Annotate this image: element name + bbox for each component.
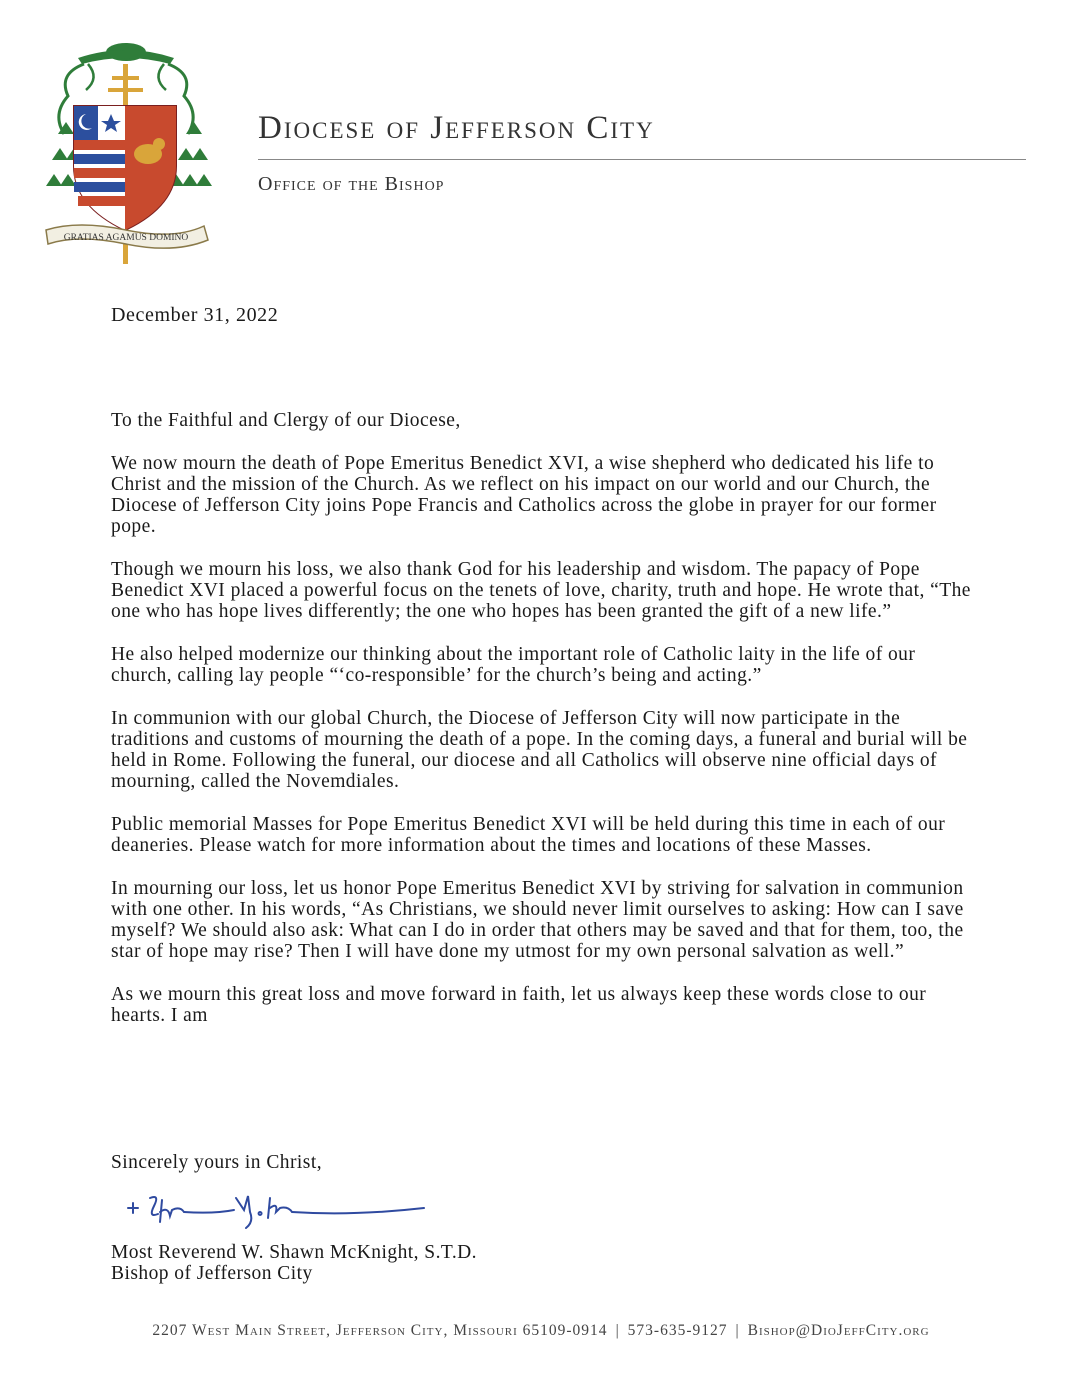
letter-body [111,410,971,1048]
footer-address: 2207 West Main Street, Jefferson City, Missouri 65109-0914 [152,1322,608,1339]
office-name: Office of the Bishop [258,173,445,195]
footer-separator: | [735,1322,740,1339]
coat-of-arms-logo [38,34,218,274]
paragraph: Though we mourn his loss, we also thank God for his leadership and wisdom. The papacy of Pope Benedict XVI placed a powerful focus on the tenets of love, charity, truth and hope. He wrote that, “The one who has hope lives differently; the one who hopes has been granted the gift of a new life.” [111,559,971,622]
salutation: To the Faithful and Clergy of our Diocese, [111,410,461,431]
paragraph: In mourning our loss, let us honor Pope Emeritus Benedict XVI by striving for salvation in communion with one other. In his words, “As Christians, we should never limit ourselves to asking: How can I save myself? We should also ask: What can I do in order that others may be saved and that for them, too, the star of hope may rise? Then I will have done my utmost for my own personal salvation as well.” [111,878,964,962]
paragraph: We now mourn the death of Pope Emeritus Benedict XVI, a wise shepherd who dedicated his life to Christ and the mission of the Church. As we reflect on his impact on our world and our Church, the Diocese of Jefferson City joins Pope Francis and Catholics across the globe in prayer for our former pope. [111,453,937,537]
letterhead [258,112,1028,196]
footer-email[interactable]: Bishop@DioJeffCity.org [747,1322,930,1339]
closing: Sincerely yours in Christ, [111,1152,323,1173]
footer-separator: | [615,1322,620,1339]
footer-phone: 573-635-9127 [627,1322,728,1339]
paragraph: He also helped modernize our thinking about the important role of Catholic laity in the life of our church, calling lay people “‘co-responsible’ for the church’s being and acting.” [111,644,916,686]
paragraph: As we mourn this great loss and move forward in faith, let us always keep these words close to our hearts. I am [111,984,927,1026]
paragraph: In communion with our global Church, the Diocese of Jefferson City will now participate in the traditions and customs of mourning the death of a pope. In the coming days, a funeral and burial will be held in Rome. Following the funeral, our diocese and all Catholics will observe nine official days of mourning, called the Novemdiales. [111,708,968,792]
signer-name: Most Reverend W. Shawn McKnight, S.T.D. [111,1242,478,1263]
svg-text:GRATIAS AGAMUS DOMINO: GRATIAS AGAMUS DOMINO [63,233,189,243]
paragraph: Public memorial Masses for Pope Emeritus Benedict XVI will be held during this time in each of our deaneries. Please watch for more information about the times and locations of these Masses. [111,814,946,856]
letterhead-divider [258,159,1026,160]
letter-date: December 31, 2022 [111,304,279,326]
footer-contact [0,1322,1082,1340]
signer-block [111,1242,477,1284]
handwritten-signature [124,1184,434,1234]
diocese-name: Diocese of Jefferson City [258,110,655,146]
signer-title: Bishop of Jefferson City [111,1263,313,1284]
